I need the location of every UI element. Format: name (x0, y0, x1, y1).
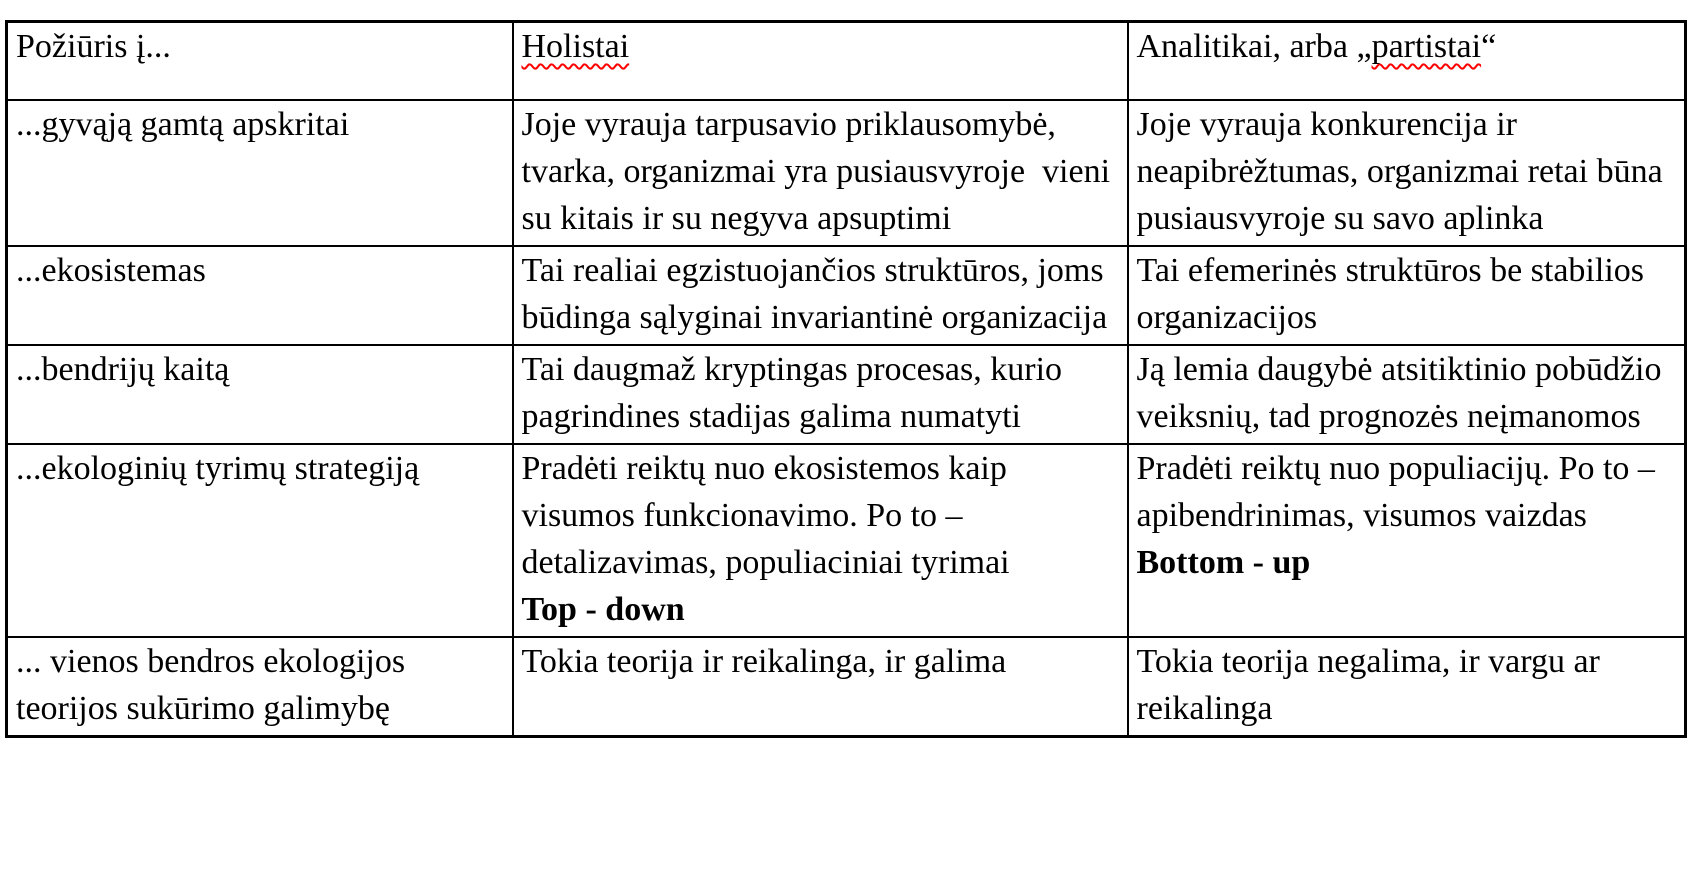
aspect-text: ...ekosistemas (16, 251, 206, 289)
cell-holists-0 (513, 100, 1128, 246)
aspect-text: ...ekologinių tyrimų strategiją (16, 449, 420, 487)
holists-text: Tokia teorija ir reikalinga, ir galima (521, 642, 1007, 680)
holists-text: Joje vyrauja tarpusavio priklausomybė, tvarka, organizmai yra pusiausvyroje vieni su kitais ir su negyva apsuptimi (521, 105, 1119, 237)
header-analysts-suffix: “ (1481, 28, 1497, 65)
header-cell-aspect (7, 22, 513, 100)
cell-holists-1 (513, 246, 1128, 345)
cell-aspect-0 (7, 100, 513, 246)
cell-aspect-1 (7, 246, 513, 345)
header-aspect-label: Požiūris į... (16, 28, 171, 65)
cell-aspect-3 (7, 444, 513, 637)
cell-holists-2 (513, 345, 1128, 444)
header-cell-holists (513, 22, 1128, 100)
document-page (5, 20, 1687, 738)
holists-vs-analysts-table (5, 20, 1687, 738)
holists-bold-text: Top - down (521, 590, 685, 628)
holists-text: Tai realiai egzistuojančios struktūros, joms būdinga sąlyginai invariantinė organizacija (521, 251, 1113, 336)
table-row (7, 444, 1686, 637)
analysts-bold-text: Bottom - up (1136, 543, 1311, 581)
table-row (7, 100, 1686, 246)
analysts-text: Tokia teorija negalima, ir vargu ar reikalinga (1136, 642, 1609, 727)
header-analysts-prefix: Analitikai, arba „ (1136, 28, 1372, 65)
cell-holists-3 (513, 444, 1128, 637)
header-holists-label: Holistai (521, 28, 630, 65)
analysts-text: Joje vyrauja konkurencija ir neapibrėžtumas, organizmai retai būna pusiausvyroje su savo aplinka (1136, 105, 1672, 237)
aspect-text: ...bendrijų kaitą (16, 350, 230, 388)
cell-analysts-4 (1128, 637, 1686, 737)
table-row (7, 345, 1686, 444)
table-row (7, 637, 1686, 737)
cell-holists-4 (513, 637, 1128, 737)
aspect-text: ... vienos bendros ekologijos teorijos sukūrimo galimybę (16, 642, 414, 727)
cell-analysts-1 (1128, 246, 1686, 345)
table-row (7, 246, 1686, 345)
header-row (7, 22, 1686, 100)
holists-text: Tai daugmaž kryptingas procesas, kurio pagrindines stadijas galima numatyti (521, 350, 1071, 435)
analysts-text: Tai efemerinės struktūros be stabilios organizacijos (1136, 251, 1653, 336)
header-cell-analysts (1128, 22, 1686, 100)
header-analysts-word: partistai (1371, 28, 1482, 65)
holists-text: Pradėti reiktų nuo ekosistemos kaip visumos funkcionavimo. Po to – detalizavimas, populiaciniai tyrimai (521, 449, 1016, 581)
cell-aspect-2 (7, 345, 513, 444)
aspect-text: ...gyvąją gamtą apskritai (16, 105, 350, 143)
cell-analysts-0 (1128, 100, 1686, 246)
cell-analysts-3 (1128, 444, 1686, 637)
analysts-text: Pradėti reiktų nuo populiacijų. Po to – apibendrinimas, visumos vaizdas (1136, 449, 1664, 534)
cell-analysts-2 (1128, 345, 1686, 444)
analysts-text: Ją lemia daugybė atsitiktinio pobūdžio veiksnių, tad prognozės neįmanomos (1136, 350, 1671, 435)
cell-aspect-4 (7, 637, 513, 737)
